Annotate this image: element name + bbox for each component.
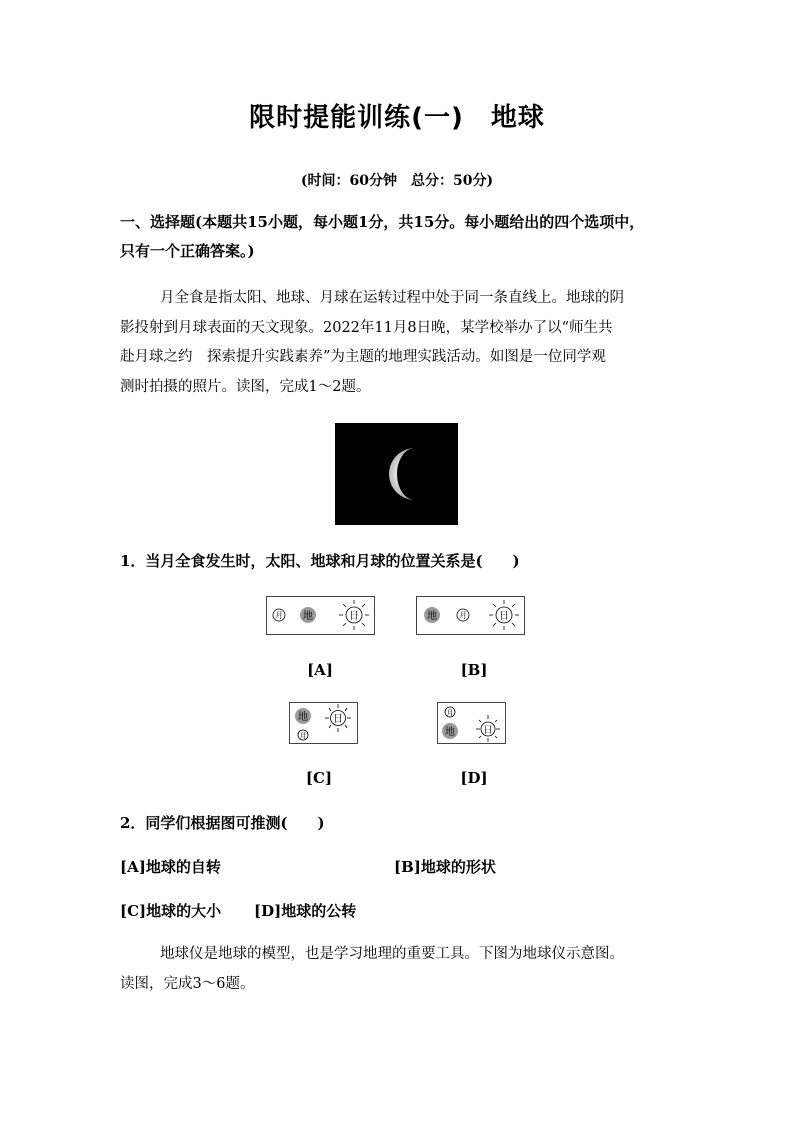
option-b-label[interactable]: [B]	[460, 661, 488, 679]
sun-label: 日	[349, 611, 359, 622]
diagram-option-b	[416, 596, 525, 635]
moon-icon	[298, 730, 308, 740]
moon-label: 月	[459, 611, 467, 620]
section-heading-line2: 只有一个正确答案。)	[120, 242, 255, 260]
sun-icon	[476, 715, 500, 742]
moon-label: 月	[275, 611, 283, 620]
moon-icon	[273, 609, 285, 621]
earth-icon	[295, 708, 311, 724]
passage-lunar-eclipse	[120, 284, 676, 402]
passage-line: 影投射到月球表面的天文现象。2022年11月8日晚，某学校举办了以“师生共	[120, 319, 613, 336]
sun-label: 日	[333, 714, 343, 725]
q2-option-a[interactable]: [A]地球的自转	[120, 858, 221, 876]
diagram-option-d	[437, 702, 506, 744]
diagram-option-a	[266, 596, 375, 635]
q2-option-b[interactable]: [B]地球的形状	[394, 858, 496, 876]
passage-line: 地球仪是地球的模型，也是学习地理的重要工具。下图为地球仪示意图。	[160, 946, 624, 962]
moon-crescent	[389, 448, 415, 500]
earth-label: 地	[427, 611, 437, 622]
sun-icon	[489, 600, 519, 630]
question-2: 2．同学们根据图可推测( )	[120, 814, 325, 832]
section-heading-line1: 一、选择题(本题共15小题，每小题1分，共15分。每小题给出的四个选项中，	[120, 213, 645, 231]
earth-label: 地	[298, 712, 308, 723]
sun-icon	[325, 704, 351, 732]
option-c-label[interactable]: [C]	[305, 769, 333, 787]
moon-label: 月	[446, 709, 454, 717]
option-d-label[interactable]: [D]	[460, 769, 488, 787]
page-title: 限时提能训练(一) 地球	[249, 103, 545, 133]
moon-icon	[445, 707, 455, 717]
earth-icon	[424, 607, 440, 623]
sun-label: 日	[483, 725, 493, 736]
moon-photo	[335, 423, 458, 525]
passage-line: 读图，完成3～6题。	[120, 975, 255, 992]
passage-line: 赴月球之约 探索提升实践素养”为主题的地理实践活动。如图是一位同学观	[120, 349, 606, 365]
passage-line: 测时拍摄的照片。读图，完成1～2题。	[120, 378, 371, 395]
q2-option-c[interactable]: [C]地球的大小	[120, 902, 222, 920]
moon-icon	[457, 609, 469, 621]
earth-icon	[442, 723, 458, 739]
earth-label: 地	[303, 611, 313, 622]
passage-globe	[120, 940, 676, 999]
section-heading	[120, 208, 680, 266]
diagram-option-c	[289, 702, 358, 744]
question-1: 1．当月全食发生时，太阳、地球和月球的位置关系是( )	[120, 552, 520, 570]
sun-icon	[339, 600, 369, 630]
earth-label: 地	[445, 727, 455, 738]
q2-option-d[interactable]: [D]地球的公转	[254, 902, 357, 920]
option-a-label[interactable]: [A]	[307, 661, 333, 679]
sun-label: 日	[499, 611, 509, 622]
moon-label: 月	[299, 732, 307, 740]
earth-icon	[300, 607, 316, 623]
passage-line: 月全食是指太阳、地球、月球在运转过程中处于同一条直线上。地球的阴	[160, 290, 624, 306]
exam-info: (时间：60分钟 总分：50分)	[300, 173, 494, 189]
